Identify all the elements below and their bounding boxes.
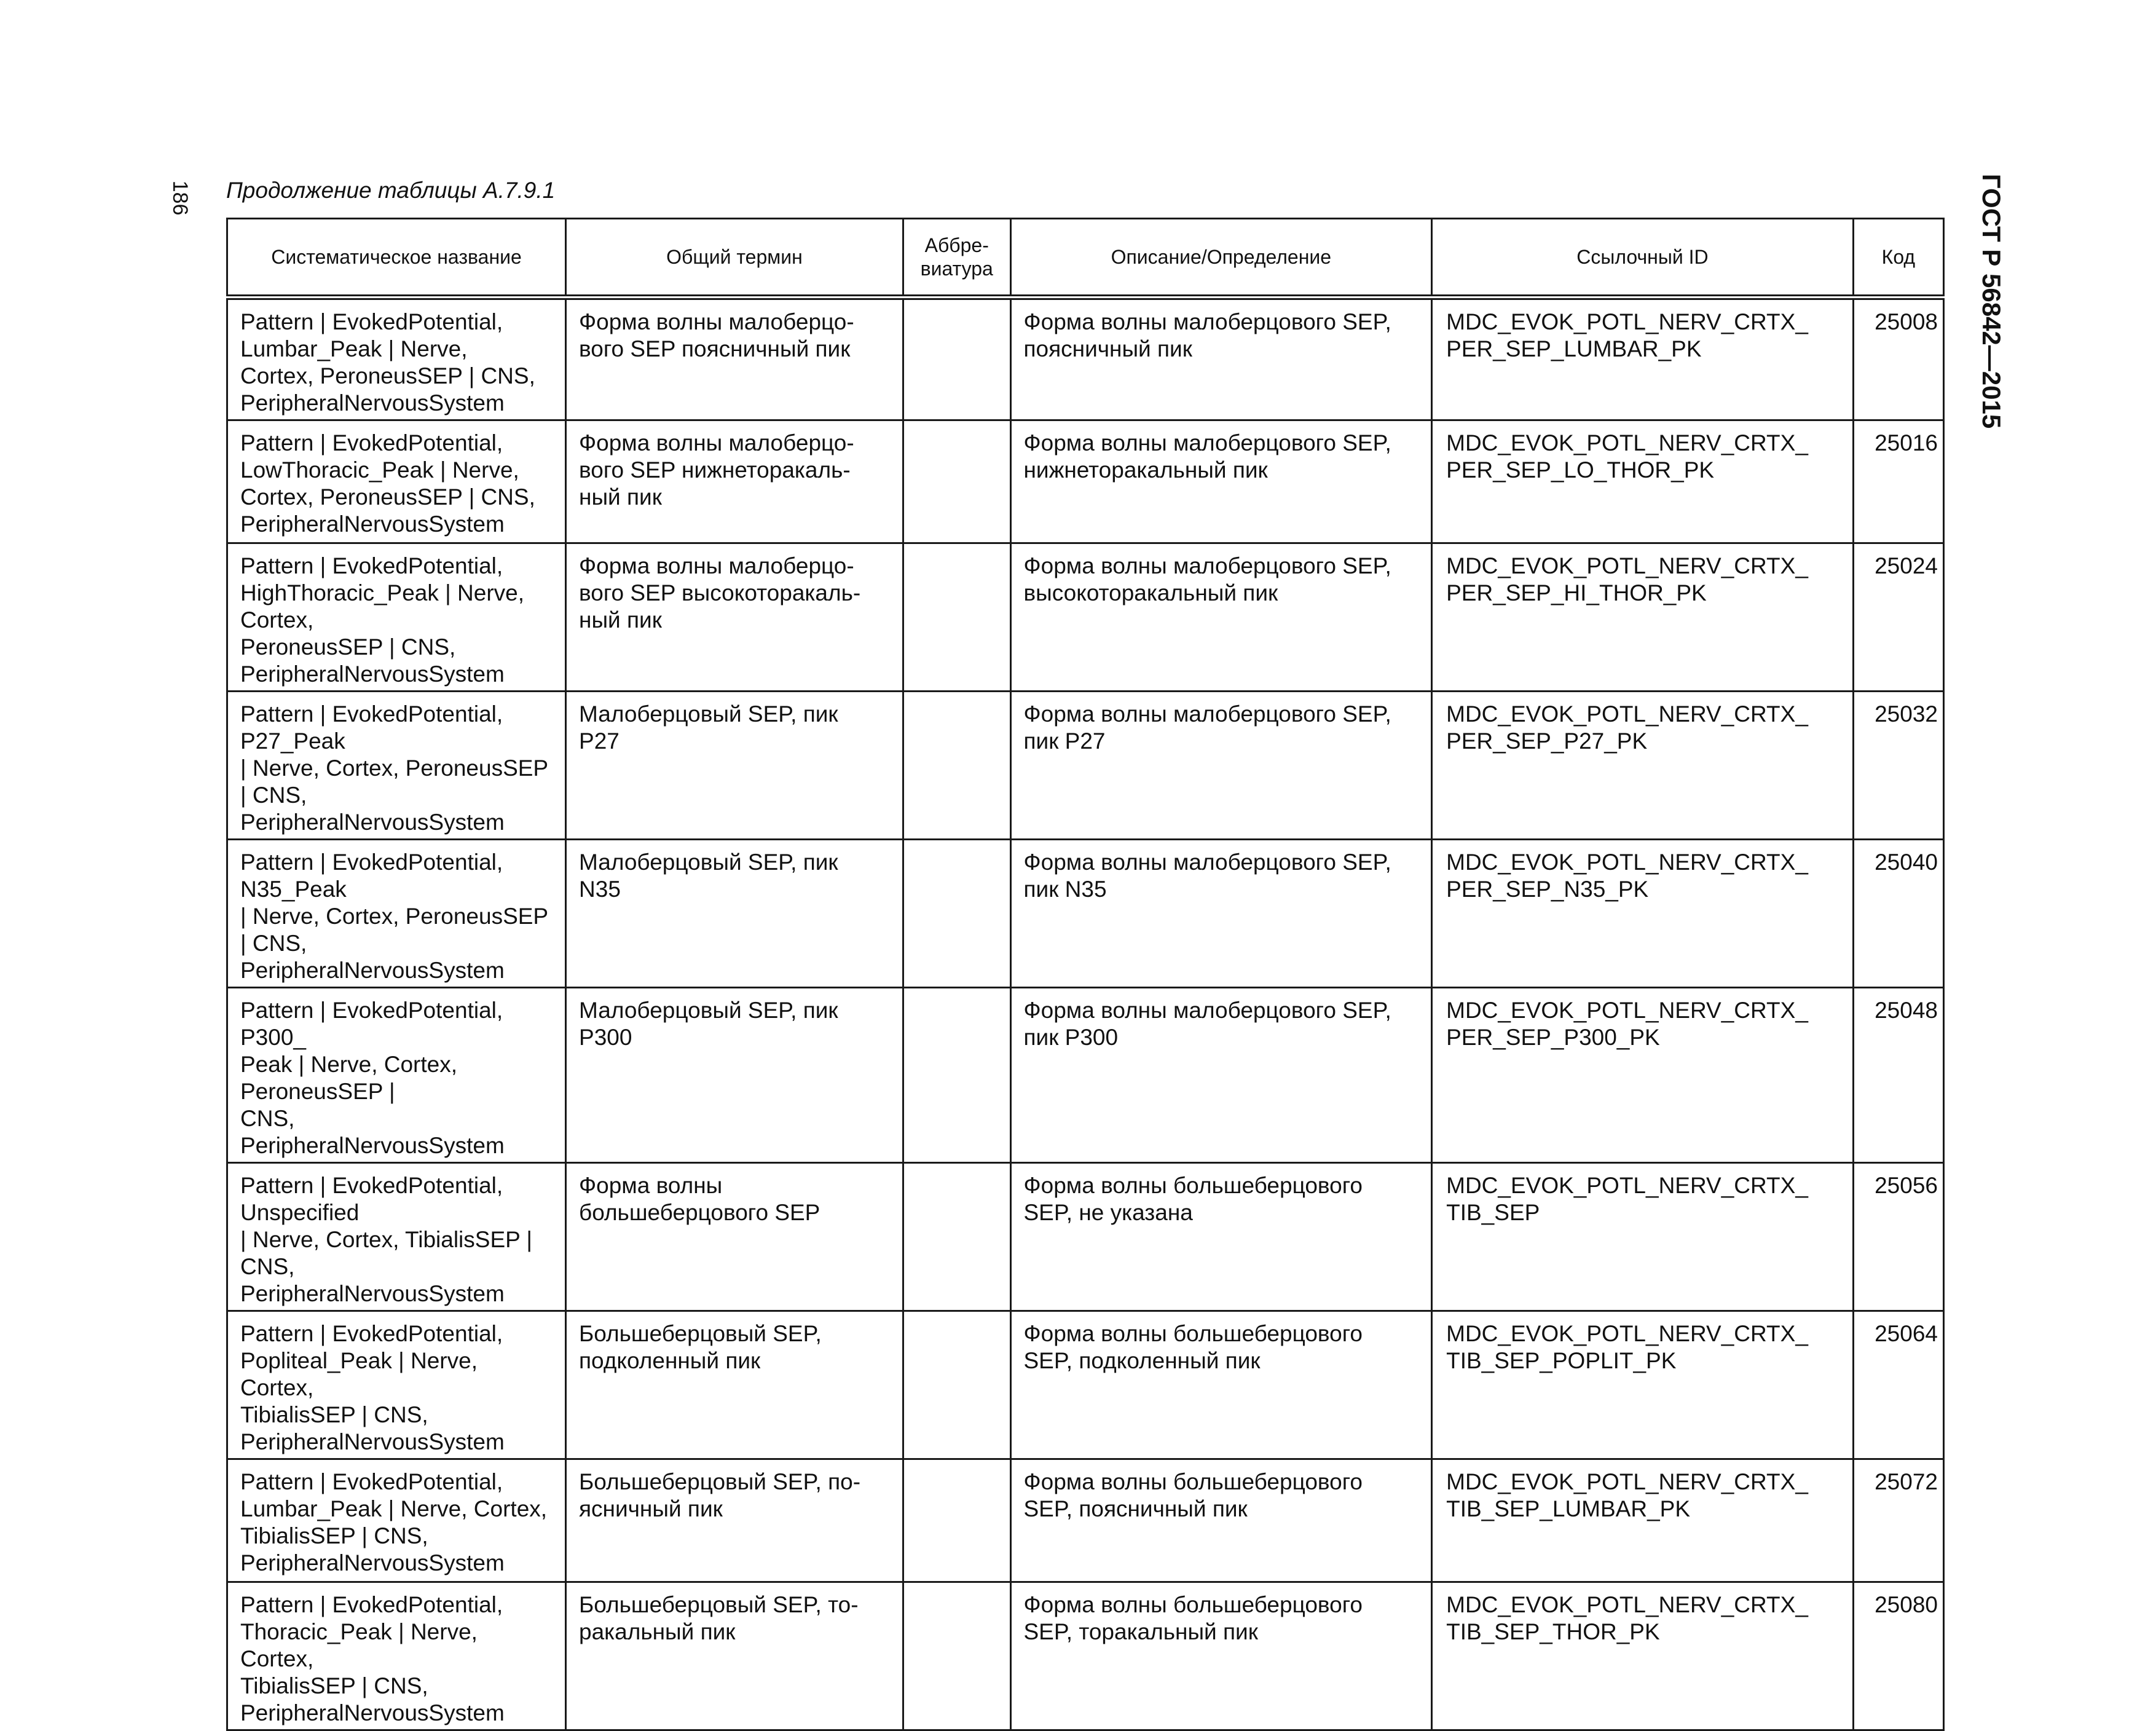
- cell-description-line: Форма волны малоберцового SEP,: [1023, 850, 1391, 875]
- cell-common-term-line: Большеберцовый SEP,: [579, 1321, 822, 1346]
- cell-common-term-line: подколенный пик: [579, 1348, 761, 1373]
- cell-reference-id-line: PER_SEP_LO_THOR_PK: [1446, 457, 1715, 483]
- cell-common-term: [566, 840, 903, 988]
- cell-code: [1853, 1459, 1943, 1582]
- cell-description-line: Форма волны малоберцового SEP,: [1023, 553, 1391, 578]
- table-row: [227, 1163, 1944, 1311]
- cell-code: [1853, 543, 1943, 692]
- cell-description-line: Форма волны большеберцового: [1023, 1592, 1363, 1617]
- cell-reference-id-line: PER_SEP_P27_PK: [1446, 728, 1648, 754]
- cell-abbreviation: [903, 543, 1010, 692]
- cell-reference-id-line: MDC_EVOK_POTL_NERV_CRTX_: [1446, 1321, 1808, 1346]
- cell-description-line: нижнеторакальный пик: [1023, 457, 1268, 483]
- cell-reference-id-line: MDC_EVOK_POTL_NERV_CRTX_: [1446, 1469, 1808, 1494]
- cell-description: [1010, 840, 1432, 988]
- cell-description: [1010, 298, 1432, 420]
- cell-systematic-name-line: PeripheralNervousSystem: [240, 810, 505, 835]
- cell-systematic-name-line: Pattern | EvokedPotential,: [240, 1321, 503, 1346]
- cell-reference-id-line: TIB_SEP_THOR_PK: [1446, 1619, 1660, 1644]
- cell-common-term-line: N35: [579, 877, 621, 902]
- cell-common-term-line: Форма волны малоберцо-: [579, 553, 854, 578]
- table-row: [227, 1459, 1944, 1582]
- cell-systematic-name-line: Thoracic_Peak | Nerve, Cortex,: [240, 1619, 478, 1671]
- cell-abbreviation: [903, 298, 1010, 420]
- terms-table: [226, 218, 1945, 1731]
- cell-description-line: SEP, подколенный пик: [1023, 1348, 1261, 1373]
- cell-reference-id: [1432, 1163, 1854, 1311]
- table-row: [227, 1311, 1944, 1459]
- cell-reference-id-line: MDC_EVOK_POTL_NERV_CRTX_: [1446, 553, 1808, 578]
- cell-code-line: 25056: [1875, 1173, 1938, 1198]
- cell-common-term-line: ный пик: [579, 484, 662, 510]
- cell-common-term-line: Малоберцовый SEP, пик: [579, 850, 838, 875]
- cell-common-term-line: вого SEP поясничный пик: [579, 336, 851, 361]
- header-code: Код: [1853, 219, 1943, 298]
- cell-reference-id-line: PER_SEP_LUMBAR_PK: [1446, 336, 1702, 361]
- cell-description-line: Форма волны малоберцового SEP,: [1023, 309, 1391, 334]
- table-row: [227, 420, 1944, 543]
- cell-systematic-name: [227, 1459, 566, 1582]
- cell-abbreviation: [903, 1163, 1010, 1311]
- table-row: [227, 840, 1944, 988]
- cell-description: [1010, 543, 1432, 692]
- cell-systematic-name: [227, 1582, 566, 1730]
- cell-systematic-name: [227, 543, 566, 692]
- cell-reference-id-line: MDC_EVOK_POTL_NERV_CRTX_: [1446, 430, 1808, 455]
- cell-description-line: Форма волны малоберцового SEP,: [1023, 430, 1391, 455]
- cell-common-term-line: Малоберцовый SEP, пик: [579, 701, 838, 727]
- cell-common-term-line: Форма волны: [579, 1173, 723, 1198]
- cell-code-line: 25080: [1875, 1592, 1938, 1617]
- cell-description: [1010, 1459, 1432, 1582]
- cell-systematic-name-line: LowThoracic_Peak | Nerve,: [240, 457, 519, 483]
- cell-common-term: [566, 543, 903, 692]
- cell-systematic-name-line: CNS, PeripheralNervousSystem: [240, 1106, 505, 1158]
- cell-description-line: высокоторакальный пик: [1023, 580, 1278, 605]
- cell-abbreviation: [903, 840, 1010, 988]
- cell-common-term-line: Форма волны малоберцо-: [579, 430, 854, 455]
- cell-description-line: Форма волны малоберцового SEP,: [1023, 701, 1391, 727]
- cell-common-term-line: Форма волны малоберцо-: [579, 309, 854, 334]
- cell-reference-id: [1432, 298, 1854, 420]
- cell-code: [1853, 298, 1943, 420]
- cell-systematic-name-line: PeripheralNervousSystem: [240, 1700, 505, 1725]
- cell-description-line: пик P27: [1023, 728, 1106, 754]
- cell-common-term-line: ракальный пик: [579, 1619, 736, 1644]
- cell-reference-id-line: PER_SEP_P300_PK: [1446, 1025, 1660, 1050]
- cell-abbreviation: [903, 1311, 1010, 1459]
- cell-abbreviation: [903, 692, 1010, 840]
- cell-common-term: [566, 420, 903, 543]
- cell-description: [1010, 692, 1432, 840]
- cell-description: [1010, 1582, 1432, 1730]
- cell-description-line: поясничный пик: [1023, 336, 1192, 361]
- cell-systematic-name-line: PeripheralNervousSystem: [240, 390, 505, 416]
- cell-code-line: 25040: [1875, 850, 1938, 875]
- cell-code: [1853, 988, 1943, 1163]
- cell-reference-id: [1432, 420, 1854, 543]
- cell-reference-id-line: PER_SEP_HI_THOR_PK: [1446, 580, 1707, 605]
- header-reference-id: Ссылочный ID: [1432, 219, 1854, 298]
- cell-systematic-name: [227, 988, 566, 1163]
- cell-description: [1010, 1163, 1432, 1311]
- cell-systematic-name-line: | Nerve, Cortex, PeroneusSEP | CNS,: [240, 904, 548, 956]
- header-abbreviation-line-2: виатура: [920, 258, 993, 280]
- cell-systematic-name-line: Pattern | EvokedPotential, P300_: [240, 998, 503, 1050]
- cell-systematic-name-line: Pattern | EvokedPotential, P27_Peak: [240, 701, 503, 754]
- cell-common-term-line: Большеберцовый SEP, по-: [579, 1469, 861, 1494]
- cell-reference-id-line: MDC_EVOK_POTL_NERV_CRTX_: [1446, 850, 1808, 875]
- cell-systematic-name: [227, 1311, 566, 1459]
- cell-systematic-name-line: HighThoracic_Peak | Nerve, Cortex,: [240, 580, 525, 633]
- cell-reference-id: [1432, 543, 1854, 692]
- cell-reference-id: [1432, 1582, 1854, 1730]
- cell-systematic-name-line: PeripheralNervousSystem: [240, 958, 505, 983]
- cell-common-term: [566, 1459, 903, 1582]
- cell-common-term: [566, 692, 903, 840]
- cell-description-line: Форма волны большеберцового: [1023, 1173, 1363, 1198]
- header-abbreviation: [903, 219, 1010, 298]
- cell-systematic-name-line: Pattern | EvokedPotential, Unspecified: [240, 1173, 503, 1225]
- cell-reference-id: [1432, 840, 1854, 988]
- cell-systematic-name: [227, 298, 566, 420]
- cell-common-term: [566, 1163, 903, 1311]
- cell-systematic-name-line: TibialisSEP | CNS,: [240, 1402, 428, 1427]
- cell-description-line: SEP, торакальный пик: [1023, 1619, 1258, 1644]
- cell-common-term-line: вого SEP нижнеторакаль-: [579, 457, 851, 483]
- cell-systematic-name: [227, 840, 566, 988]
- cell-common-term: [566, 298, 903, 420]
- cell-systematic-name-line: Pattern | EvokedPotential,: [240, 309, 503, 334]
- cell-code-line: 25032: [1875, 701, 1938, 727]
- cell-common-term-line: большеберцового SEP: [579, 1200, 820, 1225]
- cell-systematic-name-line: Pattern | EvokedPotential,: [240, 1592, 503, 1617]
- cell-systematic-name-line: | Nerve, Cortex, PeroneusSEP | CNS,: [240, 755, 548, 808]
- cell-systematic-name: [227, 420, 566, 543]
- cell-reference-id-line: MDC_EVOK_POTL_NERV_CRTX_: [1446, 309, 1808, 334]
- cell-systematic-name-line: PeripheralNervousSystem: [240, 661, 505, 687]
- cell-description: [1010, 988, 1432, 1163]
- cell-code-line: 25048: [1875, 998, 1938, 1023]
- cell-systematic-name-line: | Nerve, Cortex, TibialisSEP | CNS,: [240, 1227, 533, 1279]
- cell-common-term-line: Малоберцовый SEP, пик: [579, 998, 838, 1023]
- cell-common-term-line: P27: [579, 728, 620, 754]
- cell-description-line: Форма волны малоберцового SEP,: [1023, 998, 1391, 1023]
- cell-description-line: Форма волны большеберцового: [1023, 1469, 1363, 1494]
- cell-description: [1010, 1311, 1432, 1459]
- cell-reference-id-line: PER_SEP_N35_PK: [1446, 877, 1649, 902]
- cell-systematic-name-line: Popliteal_Peak | Nerve, Cortex,: [240, 1348, 478, 1400]
- cell-common-term: [566, 1582, 903, 1730]
- cell-abbreviation: [903, 1582, 1010, 1730]
- cell-systematic-name-line: Cortex, PeroneusSEP | CNS,: [240, 363, 535, 388]
- cell-reference-id-line: TIB_SEP: [1446, 1200, 1540, 1225]
- cell-code: [1853, 1163, 1943, 1311]
- cell-code: [1853, 1311, 1943, 1459]
- header-common-term: Общий термин: [566, 219, 903, 298]
- table-caption: Продолжение таблицы А.7.9.1: [226, 178, 556, 203]
- cell-reference-id-line: TIB_SEP_LUMBAR_PK: [1446, 1496, 1691, 1521]
- cell-systematic-name-line: Pattern | EvokedPotential,: [240, 553, 503, 578]
- cell-code: [1853, 692, 1943, 840]
- header-description: Описание/Определение: [1010, 219, 1432, 298]
- cell-systematic-name-line: Lumbar_Peak | Nerve,: [240, 336, 468, 361]
- cell-systematic-name-line: Peak | Nerve, Cortex, PeroneusSEP |: [240, 1052, 458, 1104]
- document-code: ГОСТ Р 56842—2015: [1977, 173, 2006, 429]
- cell-systematic-name-line: PeripheralNervousSystem: [240, 1550, 505, 1575]
- cell-systematic-name-line: Pattern | EvokedPotential, N35_Peak: [240, 850, 503, 902]
- cell-systematic-name-line: TibialisSEP | CNS,: [240, 1523, 428, 1548]
- cell-systematic-name-line: PeripheralNervousSystem: [240, 1429, 505, 1454]
- cell-common-term-line: вого SEP высокоторакаль-: [579, 580, 861, 605]
- cell-code-line: 25024: [1875, 553, 1938, 578]
- cell-systematic-name: [227, 1163, 566, 1311]
- table-row: [227, 1582, 1944, 1730]
- cell-reference-id-line: TIB_SEP_POPLIT_PK: [1446, 1348, 1677, 1373]
- cell-description-line: пик N35: [1023, 877, 1107, 902]
- cell-systematic-name-line: TibialisSEP | CNS,: [240, 1673, 428, 1698]
- cell-code-line: 25008: [1875, 309, 1938, 334]
- cell-reference-id-line: MDC_EVOK_POTL_NERV_CRTX_: [1446, 998, 1808, 1023]
- cell-reference-id: [1432, 692, 1854, 840]
- cell-reference-id-line: MDC_EVOK_POTL_NERV_CRTX_: [1446, 1173, 1808, 1198]
- cell-code: [1853, 840, 1943, 988]
- cell-common-term-line: P300: [579, 1025, 632, 1050]
- cell-reference-id: [1432, 1311, 1854, 1459]
- cell-code: [1853, 1582, 1943, 1730]
- cell-description-line: SEP, не указана: [1023, 1200, 1193, 1225]
- cell-abbreviation: [903, 988, 1010, 1163]
- table-row: [227, 988, 1944, 1163]
- table-row: [227, 543, 1944, 692]
- cell-systematic-name-line: PeripheralNervousSystem: [240, 1281, 505, 1306]
- cell-description: [1010, 420, 1432, 543]
- cell-systematic-name-line: Pattern | EvokedPotential,: [240, 430, 503, 455]
- cell-code: [1853, 420, 1943, 543]
- cell-reference-id: [1432, 1459, 1854, 1582]
- cell-description-line: Форма волны большеберцового: [1023, 1321, 1363, 1346]
- cell-abbreviation: [903, 1459, 1010, 1582]
- table-body: [227, 298, 1944, 1730]
- header-row: [227, 219, 1944, 298]
- header-abbreviation-line-1: Аббре-: [924, 234, 989, 256]
- cell-common-term: [566, 988, 903, 1163]
- cell-description-line: SEP, поясничный пик: [1023, 1496, 1248, 1521]
- table-header: [227, 219, 1944, 298]
- cell-code-line: 25064: [1875, 1321, 1938, 1346]
- cell-code-line: 25072: [1875, 1469, 1938, 1494]
- cell-common-term: [566, 1311, 903, 1459]
- cell-systematic-name-line: PeripheralNervousSystem: [240, 511, 505, 537]
- cell-reference-id-line: MDC_EVOK_POTL_NERV_CRTX_: [1446, 1592, 1808, 1617]
- cell-systematic-name-line: PeroneusSEP | CNS,: [240, 634, 456, 660]
- cell-common-term-line: ный пик: [579, 607, 662, 633]
- cell-common-term-line: Большеберцовый SEP, то-: [579, 1592, 859, 1617]
- header-systematic-name: Систематическое название: [227, 219, 566, 298]
- table-row: [227, 692, 1944, 840]
- cell-reference-id: [1432, 988, 1854, 1163]
- cell-systematic-name-line: Pattern | EvokedPotential,: [240, 1469, 503, 1494]
- cell-systematic-name: [227, 692, 566, 840]
- cell-description-line: пик P300: [1023, 1025, 1119, 1050]
- cell-code-line: 25016: [1875, 430, 1938, 455]
- cell-abbreviation: [903, 420, 1010, 543]
- table-row: [227, 298, 1944, 420]
- cell-systematic-name-line: Cortex, PeroneusSEP | CNS,: [240, 484, 535, 510]
- page-number: 186: [168, 180, 192, 216]
- cell-reference-id-line: MDC_EVOK_POTL_NERV_CRTX_: [1446, 701, 1808, 727]
- cell-common-term-line: ясничный пик: [579, 1496, 723, 1521]
- cell-systematic-name-line: Lumbar_Peak | Nerve, Cortex,: [240, 1496, 548, 1521]
